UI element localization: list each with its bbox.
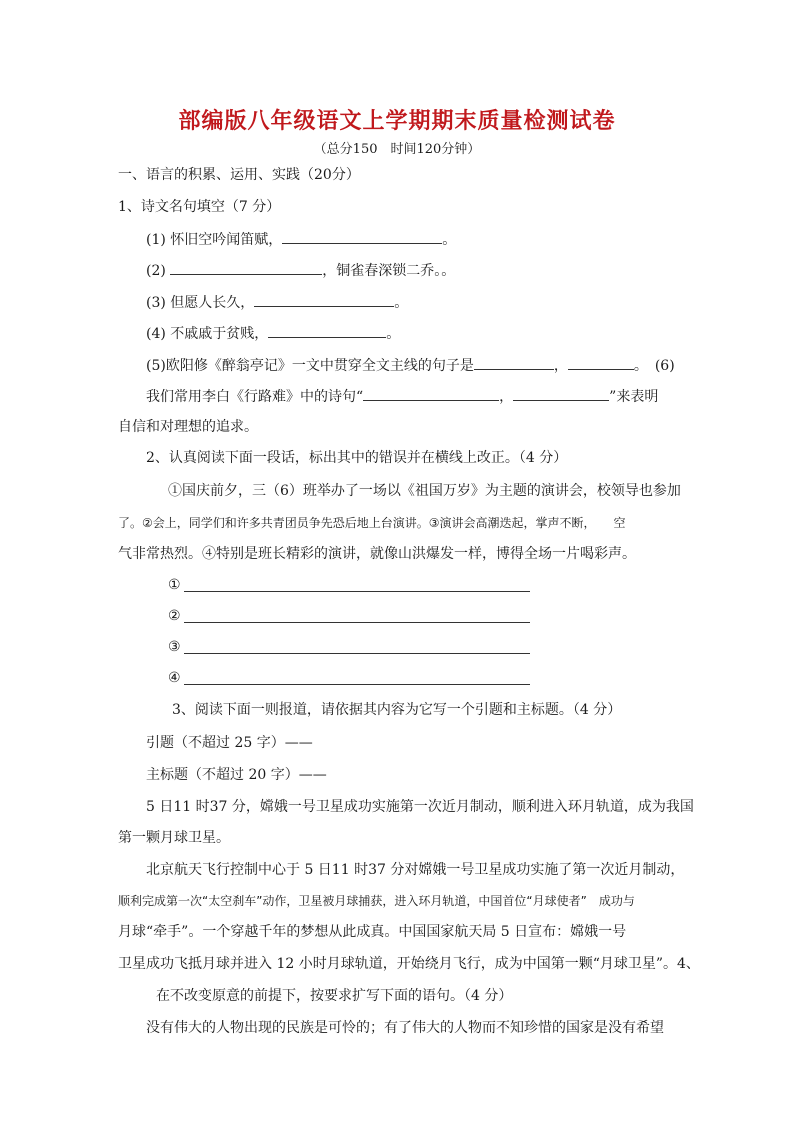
q4-heading: 在不改变原意的前提下，按要求扩写下面的语句。（4 分） <box>156 988 513 1004</box>
q3-report-line-2: 第一颗月球卫星。 <box>118 830 230 846</box>
q3-main-title-prompt: 主标题（不超过 20 字）—— <box>146 767 327 783</box>
correction-line-3[interactable] <box>184 653 530 654</box>
correction-line-1[interactable] <box>184 591 530 592</box>
answer-blank[interactable] <box>268 323 386 338</box>
page-title: 部编版八年级语文上学期期末质量检测试卷 <box>178 109 616 134</box>
correction-marker-2: ② <box>168 608 181 624</box>
correction-line-4[interactable] <box>184 684 530 685</box>
q3-heading: 3、阅读下面一则报道，请依据其内容为它写一个引题和主标题。（4 分） <box>172 702 622 718</box>
q3-report-line-6: 卫星成功飞抵月球并进入 12 小时月球轨道，开始绕月飞行，成为中国第一颗“月球卫星”。4、 <box>118 956 700 972</box>
q1-line-2 <box>146 260 455 281</box>
q1-line-4-period: 。 <box>386 326 401 342</box>
q3-report-line-1: 5 日11 时37 分，嫦娥一号卫星成功实施第一次近月制动，顺利进入环月轨道，成为我国 <box>146 799 694 815</box>
q1-line-2-post: ，铜雀春深锁二乔。。 <box>322 263 456 279</box>
answer-blank[interactable] <box>513 386 609 401</box>
q1-line-5-comma: ， <box>553 358 568 374</box>
q3-report-line-3: 北京航天飞行控制中心于 5 日11 时37 分对嫦娥一号卫星成功实施了第一次近月制动， <box>146 862 685 878</box>
q1-line-1-text: (1) 怀旧空吟闻笛赋， <box>146 232 283 248</box>
q1-line-6-comma: ， <box>499 389 514 405</box>
q1-line-5-end: 。 (6) <box>633 358 675 374</box>
q3-report-line-4: 顺利完成第一次“太空刹车”动作，卫星被月球捕获，进入环月轨道，中国首位“月球使者” 成功与 <box>118 894 635 908</box>
q3-lead-title-prompt: 引题（不超过 25 字）—— <box>146 735 313 751</box>
section-heading: 一、语言的积累、运用、实践（20分） <box>118 167 360 183</box>
q1-line-5-text: (5)欧阳修《醉翁亭记》一文中贯穿全文主线的句子是 <box>146 358 474 374</box>
q1-line-6-post: ”来表明 <box>609 389 659 405</box>
q1-line-1 <box>146 229 456 250</box>
q1-line-7: 自信和对理想的追求。 <box>118 419 258 435</box>
q2-heading: 2、认真阅读下面一段话，标出其中的错误并在横线上改正。（4 分） <box>146 450 568 466</box>
q1-heading: 1、诗文名句填空（7 分） <box>118 199 281 215</box>
q1-line-1-period: 。 <box>442 232 457 248</box>
q1-line-3-text: (3) 但愿人长久， <box>146 295 255 311</box>
q1-line-4 <box>146 323 400 344</box>
answer-blank[interactable] <box>254 292 394 307</box>
page-subtitle: （总分150 时间120分钟） <box>313 142 481 157</box>
correction-marker-3: ③ <box>168 639 181 655</box>
answer-blank[interactable] <box>474 355 554 370</box>
q1-line-2-pre: (2) <box>146 263 171 279</box>
answer-blank[interactable] <box>363 386 499 401</box>
q1-line-6 <box>146 386 658 407</box>
correction-marker-4: ④ <box>168 670 181 686</box>
q1-line-4-text: (4) 不戚戚于贫贱， <box>146 326 269 342</box>
q4-sentence: 没有伟大的人物出现的民族是可怜的；有了伟大的人物而不知珍惜的国家是没有希望 <box>146 1020 664 1036</box>
q1-line-6-pre: 我们常用李白《行路难》中的诗句“ <box>146 389 364 405</box>
q1-line-5 <box>146 355 675 376</box>
q2-paragraph-line-1: ①国庆前夕，三（6）班举办了一场以《祖国万岁》为主题的演讲会，校领导也参加 <box>168 483 681 499</box>
answer-blank[interactable] <box>282 229 442 244</box>
q1-line-3 <box>146 292 408 313</box>
q2-paragraph-line-3: 气非常热烈。④特别是班长精彩的演讲，就像山洪爆发一样，博得全场一片喝彩声。 <box>118 546 636 562</box>
answer-blank[interactable] <box>170 260 322 275</box>
answer-blank[interactable] <box>568 355 634 370</box>
correction-line-2[interactable] <box>184 622 530 623</box>
q1-line-3-period: 。 <box>394 295 409 311</box>
q2-paragraph-line-2: 了。②会上，同学们和许多共青团员争先恐后地上台演讲。③演讲会高潮迭起，掌声不断， 空 <box>118 516 626 530</box>
correction-marker-1: ① <box>168 577 181 593</box>
q3-report-line-5: 月球“牵手”。一个穿越千年的梦想从此成真。中国国家航天局 5 日宣布：嫦娥一号 <box>118 924 627 940</box>
